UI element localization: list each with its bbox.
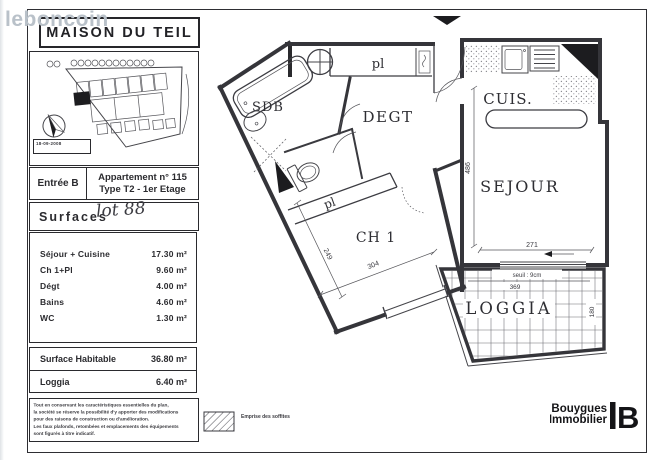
room-area: 9.60 m² — [156, 265, 187, 275]
dim-lines — [471, 86, 594, 253]
lot-number-handwritten: lot 88 — [95, 198, 147, 222]
brand-name-line2: Immobilier — [550, 414, 607, 426]
entrance-label: Entrée B — [30, 168, 87, 199]
sejour-outer-wall — [462, 40, 607, 265]
table-row — [40, 278, 187, 294]
surface-habitable-row — [29, 347, 197, 371]
disclaimer-line: pour des raisons de construction ou d'amélioration. — [33, 416, 150, 422]
disclaimer-line: sont figurés à titre indicatif. — [33, 430, 95, 436]
disclaimer-line: Les faux plafonds, retombées et emplacements des équipements — [33, 423, 179, 429]
north-compass-icon — [38, 109, 69, 141]
sejour-window — [500, 251, 586, 269]
loggia-area: 6.40 m² — [155, 376, 187, 387]
structural-corner — [561, 44, 598, 79]
tree-row-icons — [47, 60, 154, 67]
room-area: 4.60 m² — [156, 297, 187, 307]
apartment-type: Type T2 - 1er Etage — [99, 183, 186, 195]
highlighted-apartment-block — [73, 91, 90, 106]
dim-sejour-width: 271 — [526, 242, 538, 249]
sejour-cuisine-wing — [436, 40, 607, 269]
loggia-label: Loggia — [40, 376, 70, 387]
closet-label: pl — [371, 57, 385, 72]
room-area: 4.00 m² — [156, 281, 187, 291]
apartment-number: Appartement n° 115 — [98, 171, 187, 183]
surfaces-table — [29, 232, 197, 343]
wall-stub — [288, 46, 292, 77]
brand-name-line1: Bouygues — [551, 403, 607, 415]
disclaimer-line: la société se réserve la possibilité d'y apporter des modifications — [33, 409, 179, 415]
table-row — [40, 310, 187, 326]
building-blocks — [76, 73, 175, 138]
table-row — [40, 294, 187, 310]
brand-logo-letter: B — [617, 400, 640, 434]
dim-ch1-height: 249 — [321, 247, 334, 262]
soffit-legend — [203, 411, 235, 432]
dim-loggia-depth: 180 — [589, 306, 596, 318]
soffit-legend-label: Emprise des soffites — [241, 414, 290, 420]
seuil-annotation: seuil : 9cm — [512, 273, 542, 279]
apartment-info — [87, 168, 198, 199]
habitable-label: Surface Habitable — [40, 354, 117, 364]
room-label: WC — [40, 313, 55, 323]
room-label: Bains — [40, 297, 65, 307]
room-area: 17.30 m² — [151, 249, 187, 259]
entrance-box — [29, 167, 199, 200]
room-label-cuisine: CUIS. — [483, 90, 533, 108]
dim-ch1-width: 304 — [366, 260, 381, 271]
surfaces-header: Surfaces — [29, 202, 199, 231]
kitchen-counter — [486, 110, 587, 128]
room-label: Ch 1+Pl — [40, 265, 73, 275]
soffit-swatch — [203, 411, 235, 432]
habitable-area: 36.80 m² — [150, 354, 187, 364]
soffit-area — [552, 76, 596, 104]
brand-logo — [550, 398, 644, 439]
room-label-sejour: SEJOUR — [480, 177, 560, 196]
soffit-area — [466, 45, 500, 73]
dim-sejour-height: 486 — [465, 162, 472, 174]
loggia-area-row — [29, 370, 197, 393]
disclaimer-line: Tout en conservant les caractéristiques essentielles du plan, — [33, 402, 169, 408]
room-label-sdb: SDB — [252, 100, 284, 115]
entry-arrow-icon — [433, 16, 461, 25]
disclaimer — [29, 398, 199, 442]
room-label-degt: DEGT — [362, 108, 414, 126]
leboncoin-watermark: leboncoin — [5, 8, 109, 31]
room-label-ch1: CH 1 — [355, 230, 397, 246]
site-plan — [29, 51, 199, 166]
kitchen-sink-icon — [502, 46, 528, 73]
title-text: MAISON DU TEIL — [46, 24, 193, 41]
dim-loggia-width: 369 — [509, 284, 521, 291]
stove-icon — [530, 46, 559, 71]
table-row — [40, 262, 187, 278]
brand-logo-bar — [610, 402, 616, 429]
parcel-outline — [66, 67, 182, 147]
left-wing-floor — [219, 42, 462, 333]
washing-machine-icon — [308, 50, 333, 75]
road-curve — [182, 74, 189, 134]
room-label: Séjour + Cuisine — [40, 249, 111, 259]
floor-plan — [204, 12, 649, 404]
window-arrow-icon — [544, 251, 552, 257]
room-area: 1.30 m² — [156, 313, 187, 323]
room-label-loggia: LOGGIA — [465, 299, 553, 318]
closet-label: pl — [321, 194, 338, 212]
scan-edge-shading — [0, 0, 4, 460]
room-label: Dégt — [40, 281, 60, 291]
date-stamp: 18-09-2008 — [33, 139, 91, 154]
doorway-gap — [459, 78, 465, 104]
table-row — [40, 246, 187, 262]
